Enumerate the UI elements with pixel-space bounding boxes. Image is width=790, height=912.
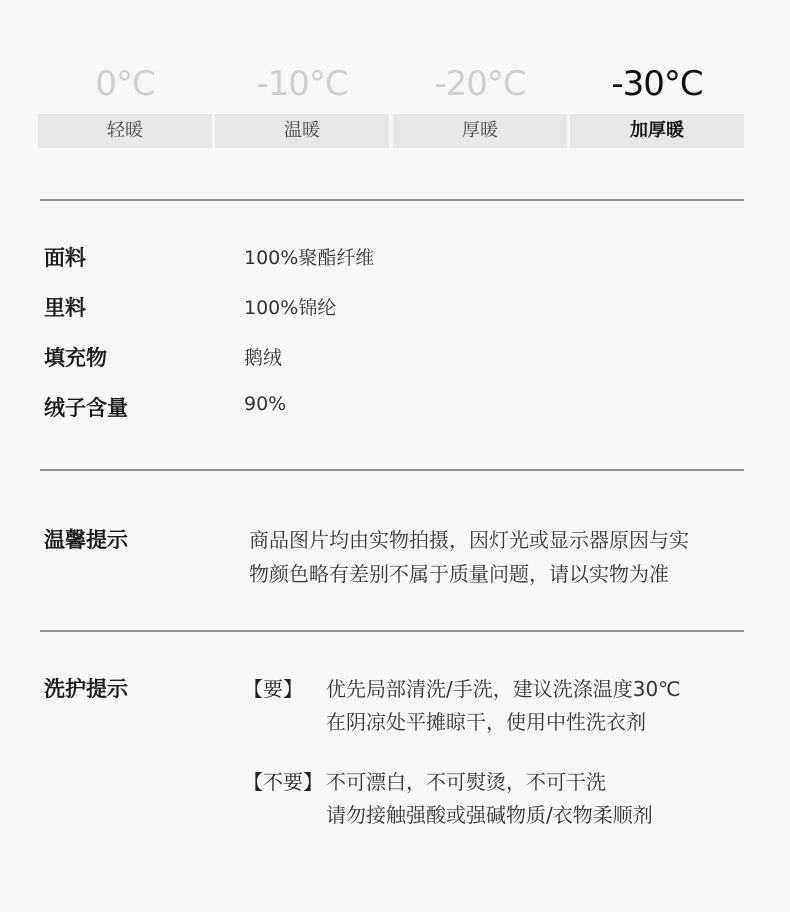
care-dont-line: 不可漂白，不可熨烫，不可干洗 <box>326 770 606 794</box>
temp-value: -10°C <box>256 64 348 104</box>
spec-key: 面料 <box>44 246 86 270</box>
divider <box>40 469 744 471</box>
spec-value: 鹅绒 <box>244 347 283 369</box>
spec-value: 100%锦纶 <box>244 297 337 319</box>
spec-key: 绒子含量 <box>44 396 128 420</box>
warmth-label: 轻暖 <box>38 114 212 148</box>
tips-title: 温馨提示 <box>44 528 128 552</box>
temp-value: -20°C <box>434 64 526 104</box>
spec-row-fabric <box>44 242 744 272</box>
spec-row-down-content <box>44 392 744 422</box>
care-dont-line: 请勿接触强酸或强碱物质/衣物柔顺剂 <box>326 803 653 827</box>
warmth-label: 加厚暖 <box>570 114 744 148</box>
warmth-level-light <box>38 60 212 148</box>
spec-row-lining <box>44 292 744 322</box>
tips-line: 商品图片均由实物拍摄，因灯光或显示器原因与实 <box>249 528 689 552</box>
warmth-label: 温暖 <box>215 114 389 148</box>
warmth-level-warm <box>215 60 389 148</box>
care-do-tag: 【要】 <box>243 677 303 701</box>
care-do-line: 优先局部清洗/手洗，建议洗涤温度30℃ <box>326 677 681 701</box>
care-do-line: 在阴凉处平摊晾干，使用中性洗衣剂 <box>326 710 646 734</box>
temp-value: 0°C <box>95 64 155 104</box>
care-dont-tag: 【不要】 <box>243 770 323 794</box>
care-title: 洗护提示 <box>44 677 128 701</box>
divider <box>40 630 744 632</box>
spec-key: 里料 <box>44 296 86 320</box>
spec-row-filling <box>44 342 744 372</box>
tips-line: 物颜色略有差别不属于质量问题，请以实物为准 <box>249 562 669 586</box>
warmth-label: 厚暖 <box>393 114 567 148</box>
divider <box>40 199 744 201</box>
spec-key: 填充物 <box>44 346 107 370</box>
warmth-scale <box>38 60 744 152</box>
spec-value: 90% <box>244 393 287 415</box>
spec-value: 100%聚酯纤维 <box>244 247 375 269</box>
temp-value: -30°C <box>611 64 703 104</box>
warmth-level-thick <box>393 60 567 148</box>
warmth-level-extra-thick-selected <box>570 60 744 148</box>
